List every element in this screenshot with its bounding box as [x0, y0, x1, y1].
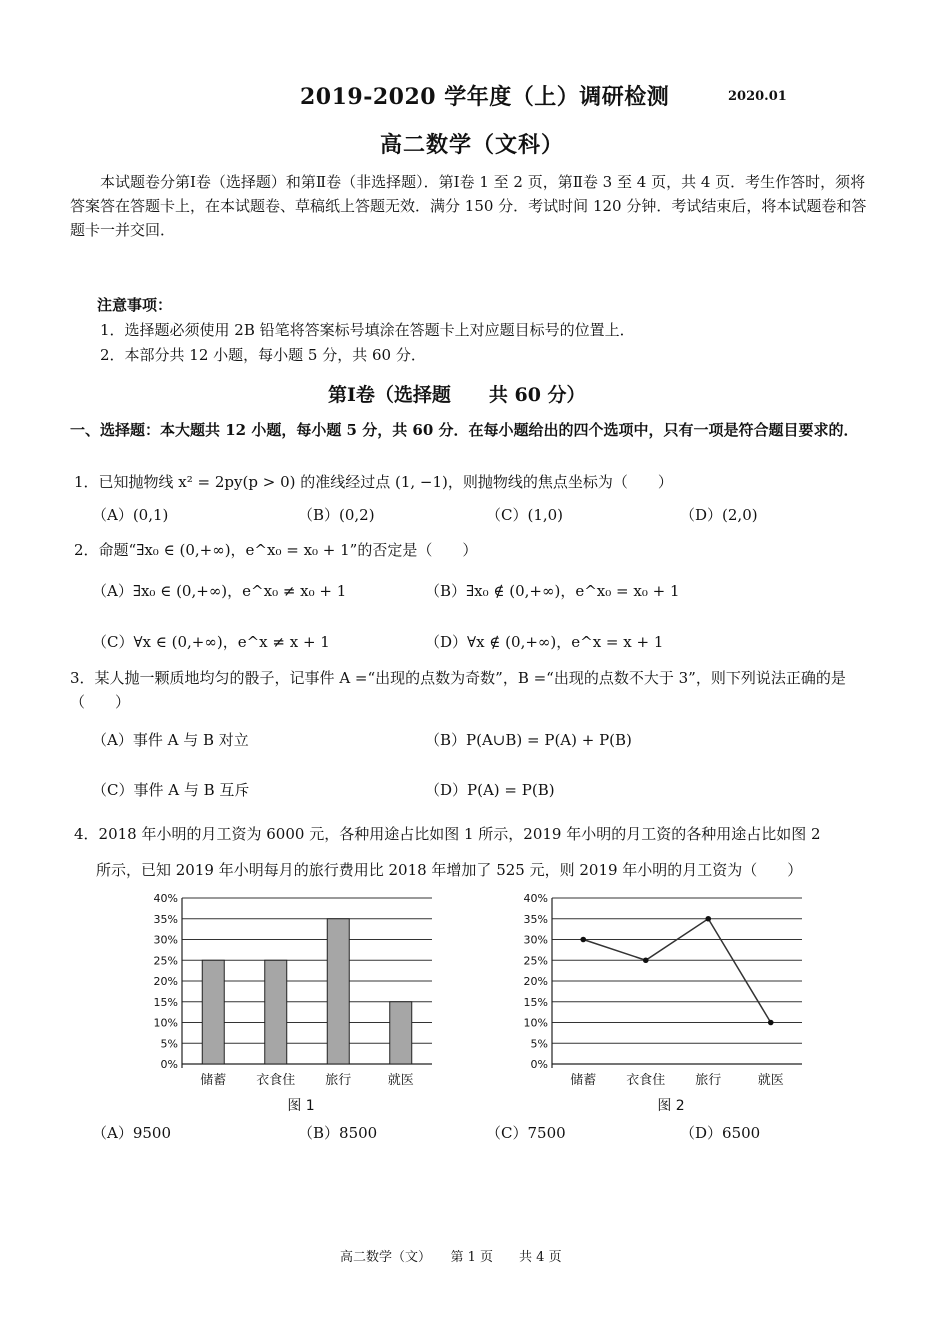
question-2-stem: 2．命题“∃x₀ ∈ (0,+∞)，e^x₀ = x₀ + 1”的否定是（ ）: [74, 541, 478, 559]
bar: [327, 919, 349, 1064]
data-point: [580, 937, 586, 943]
question-2-option-b: （B）∃x₀ ∉ (0,+∞)，e^x₀ = x₀ + 1: [425, 582, 680, 600]
question-1-stem: 1．已知抛物线 x² = 2py(p > 0) 的准线经过点 (1, −1)，则抛物线的焦点坐标为（ ）: [74, 473, 673, 491]
y-tick-label: 20%: [153, 975, 178, 988]
bar: [202, 960, 224, 1064]
y-tick-label: 25%: [523, 954, 548, 968]
figure-caption: 图 1: [287, 1098, 315, 1114]
figure-caption: 图 2: [657, 1098, 685, 1114]
question-1-option-d: （D）(2,0): [680, 506, 758, 524]
section-instruction: 一、选择题：本大题共 12 小题，每小题 5 分，共 60 分．在每小题给出的四个选项中，只有一项是符合题目要求的．: [70, 421, 859, 439]
page-footer: 高二数学（文） 第 1 页 共 4 页: [340, 1250, 562, 1265]
y-tick-label: 0%: [530, 1058, 548, 1071]
y-tick-label: 40%: [153, 892, 178, 905]
section-title: 第Ⅰ卷（选择题 共 60 分）: [328, 384, 586, 406]
series-line: [583, 919, 771, 1023]
y-tick-label: 15%: [523, 995, 548, 1009]
y-tick-label: 35%: [523, 912, 548, 926]
y-tick-label: 5%: [160, 1037, 178, 1051]
y-tick-label: 0%: [160, 1058, 178, 1071]
y-tick-label: 20%: [523, 975, 548, 988]
question-4-option-b: （B）8500: [298, 1124, 378, 1142]
x-tick-label: 储蓄: [570, 1073, 597, 1088]
question-2-option-a: （A）∃x₀ ∈ (0,+∞)，e^x₀ ≠ x₀ + 1: [92, 582, 347, 600]
x-tick-label: 储蓄: [200, 1073, 227, 1088]
y-tick-label: 10%: [153, 1016, 178, 1030]
bar: [265, 960, 287, 1064]
x-tick-label: 衣食住: [256, 1073, 296, 1088]
x-tick-label: 衣食住: [626, 1073, 666, 1088]
question-3-option-d: （D）P(A) = P(B): [425, 781, 555, 799]
question-2-option-c: （C）∀x ∈ (0,+∞)，e^x ≠ x + 1: [92, 633, 330, 651]
question-2-option-d: （D）∀x ∉ (0,+∞)，e^x = x + 1: [425, 633, 664, 651]
question-3-option-c: （C）事件 A 与 B 互斥: [92, 781, 250, 799]
y-tick-label: 40%: [523, 892, 548, 905]
x-tick-label: 就医: [757, 1073, 784, 1088]
y-tick-label: 30%: [523, 933, 548, 947]
question-4-stem-line-2: 所示，已知 2019 年小明每月的旅行费用比 2018 年增加了 525 元，则 2019 年小明的月工资为（ ）: [96, 861, 803, 879]
question-3-option-b: （B）P(A∪B) = P(A) + P(B): [425, 731, 632, 749]
y-tick-label: 15%: [153, 995, 178, 1009]
y-tick-label: 5%: [530, 1037, 548, 1051]
question-4-option-a: （A）9500: [92, 1124, 172, 1142]
notes-heading: 注意事项：: [97, 296, 173, 314]
notes-item: 1．选择题必须使用 2B 铅笔将答案标号填涂在答题卡上对应题目标号的位置上．: [100, 321, 635, 339]
bar: [390, 1002, 412, 1064]
question-1-option-a: （A）(0,1): [92, 506, 169, 524]
intro-paragraph: 本试题卷分第Ⅰ卷（选择题）和第Ⅱ卷（非选择题）．第Ⅰ卷 1 至 2 页，第Ⅱ卷 3 至 4 页，共 4 页．考生作答时，须将答案答在答题卡上，在本试题卷、草稿纸上答题无效．满分 150 分．考试时间 120 分钟．考试结束后，将本试题卷和答题卡一并交回．: [70, 173, 867, 239]
question-1-option-b: （B）(0,2): [298, 506, 375, 524]
y-tick-label: 25%: [153, 954, 178, 968]
question-4-option-c: （C）7500: [486, 1124, 566, 1142]
x-tick-label: 旅行: [325, 1073, 352, 1088]
y-tick-label: 10%: [523, 1016, 548, 1030]
x-tick-label: 就医: [387, 1073, 414, 1088]
exam-date: 2020.01: [728, 89, 787, 104]
exam-subtitle: 高二数学（文科）: [380, 132, 565, 158]
question-4-option-d: （D）6500: [680, 1124, 761, 1142]
y-tick-label: 35%: [153, 912, 178, 926]
figure-1-bar-chart: [140, 890, 440, 1120]
data-point: [643, 957, 649, 963]
x-tick-label: 旅行: [695, 1073, 722, 1088]
exam-title: 2019-2020 学年度（上）调研检测: [300, 84, 670, 110]
y-tick-label: 30%: [153, 933, 178, 947]
question-3-option-a: （A）事件 A 与 B 对立: [92, 731, 249, 749]
question-1-option-c: （C）(1,0): [486, 506, 564, 524]
data-point: [705, 916, 711, 922]
question-3-stem: 3．某人抛一颗质地均匀的骰子，记事件 A =“出现的点数为奇数”，B =“出现的点数不大于 3”，则下列说法正确的是（ ）: [70, 669, 846, 711]
notes-item: 2．本部分共 12 小题，每小题 5 分，共 60 分．: [100, 346, 426, 364]
question-4-stem-line-1: 4．2018 年小明的月工资为 6000 元，各种用途占比如图 1 所示，2019 年小明的月工资的各种用途占比如图 2: [74, 825, 821, 843]
data-point: [768, 1020, 774, 1026]
figure-2-line-chart: [510, 890, 810, 1120]
